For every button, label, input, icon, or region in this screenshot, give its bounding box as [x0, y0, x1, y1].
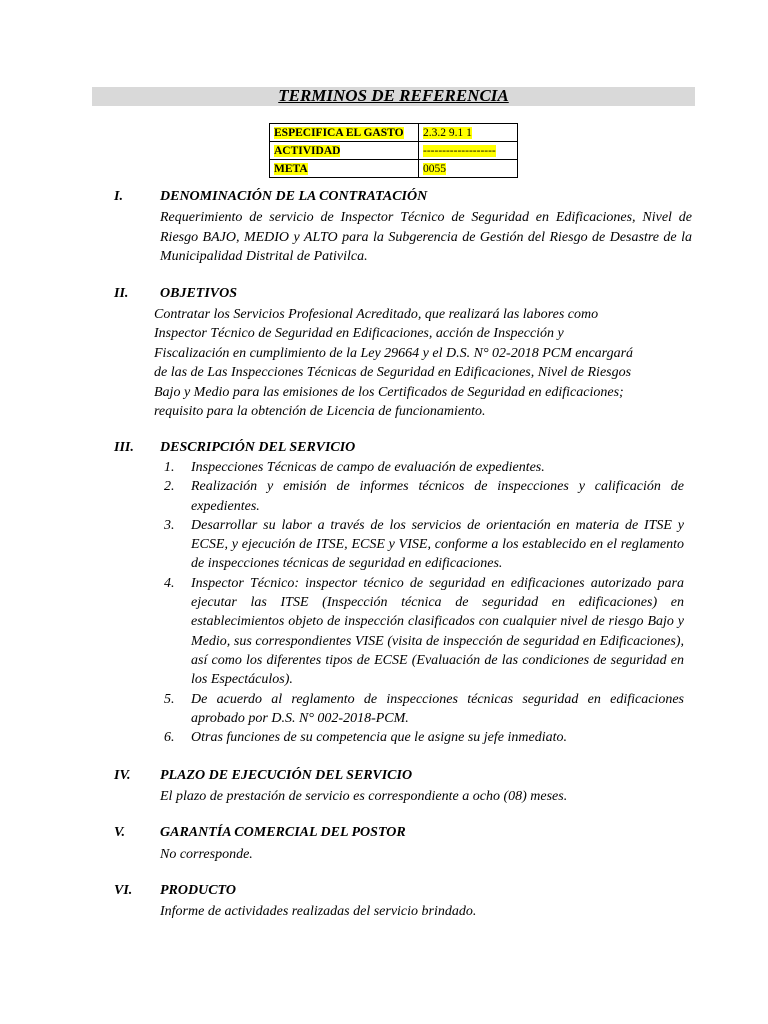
list-item: 3. Desarrollar su labor a través de los servicios de orientación en materia de ITSE y ECSE, y ejecución de ITSE, ECSE y VISE, conforme a los establecido en el reglamento de inspecciones técnicas de seguridad en edificaciones.: [164, 517, 684, 572]
list-item: 5. De acuerdo al reglamento de inspecciones técnicas seguridad en edificaciones aprobado por D.S. N° 002-2018-PCM.: [164, 691, 684, 726]
section-heading: OBJETIVOS: [160, 286, 238, 301]
table-row: [270, 142, 518, 160]
objectives-text: [154, 305, 694, 421]
table-cell-value: 2.3.2 9.1 1: [419, 124, 518, 142]
section-heading: PRODUCTO: [160, 883, 236, 898]
budget-table: [269, 123, 518, 178]
list-item: 1. Inspecciones Técnicas de campo de evaluación de expedientes.: [164, 460, 545, 475]
section-number: II.: [114, 286, 129, 301]
table-cell-label: ESPECIFICA EL GASTO: [270, 124, 419, 142]
text-line: Fiscalización en cumplimiento de la Ley 29664 y el D.S. N° 02-2018 PCM encargará: [154, 345, 634, 361]
text-line: requisito para la obtención de Licencia de funcionamiento.: [154, 404, 486, 420]
section-text: Requerimiento de servicio de Inspector Técnico de Seguridad en Edificaciones, Nivel de Riesgo BAJO, MEDIO y ALTO para la Subgerencia de Gestión del Riesgo de Desastre de la Municipalidad Distrital de Pativilca.: [160, 210, 692, 265]
list-item: 4. Inspector Técnico: inspector técnico de seguridad en edificaciones autorizado para ejecutar las ITSE (Inspección técnica de seguridad en edificaciones) en establecimientos objeto de inspección clasificados con cualquier nivel de riesgo Bajo y Medio, sus correspondientes VISE (visita de inspección de seguridad en Edificaciones), así como los diferentes tipos de ECSE (Evaluación de las condiciones de seguridad en los Espectáculos).: [164, 575, 684, 688]
list-item: 2. Realización y emisión de informes técnicos de inspecciones y calificación de expedientes.: [164, 479, 684, 514]
text-line: Bajo y Medio para las emisiones de los Certificados de Seguridad en edificaciones;: [154, 384, 624, 400]
section-number: I.: [114, 189, 123, 204]
section-heading: DENOMINACIÓN DE LA CONTRATACIÓN: [160, 189, 428, 204]
section-number: VI.: [114, 883, 133, 898]
section-text: No corresponde.: [160, 847, 253, 862]
table-cell-label: ACTIVIDAD: [270, 142, 419, 160]
service-list: [160, 458, 684, 747]
table-cell-value: -------------------: [419, 142, 518, 160]
table-cell-value: 0055: [419, 160, 518, 178]
text-line: Inspector Técnico de Seguridad en Edificaciones, acción de Inspección y: [154, 326, 564, 342]
section-heading: GARANTÍA COMERCIAL DEL POSTOR: [160, 825, 406, 840]
table-row: [270, 160, 518, 178]
section-number: III.: [114, 440, 134, 455]
section-number: V.: [114, 825, 126, 840]
section-heading: PLAZO DE EJECUCIÓN DEL SERVICIO: [160, 768, 413, 783]
text-line: de las de Las Inspecciones Técnicas de Seguridad en Edificaciones, Nivel de Riesgos: [154, 365, 632, 381]
section-heading: DESCRIPCIÓN DEL SERVICIO: [160, 440, 356, 455]
section-text: El plazo de prestación de servicio es correspondiente a ocho (08) meses.: [160, 789, 568, 804]
section-number: IV.: [114, 768, 131, 783]
list-item: 6. Otras funciones de su competencia que le asigne su jefe inmediato.: [164, 730, 567, 746]
document-title: TERMINOS DE REFERENCIA: [278, 86, 509, 105]
text-line: Contratar los Servicios Profesional Acreditado, que realizará las labores como: [154, 307, 599, 322]
table-row: [270, 124, 518, 142]
section-text: Informe de actividades realizadas del servicio brindado.: [160, 904, 477, 919]
table-cell-label: META: [270, 160, 419, 178]
